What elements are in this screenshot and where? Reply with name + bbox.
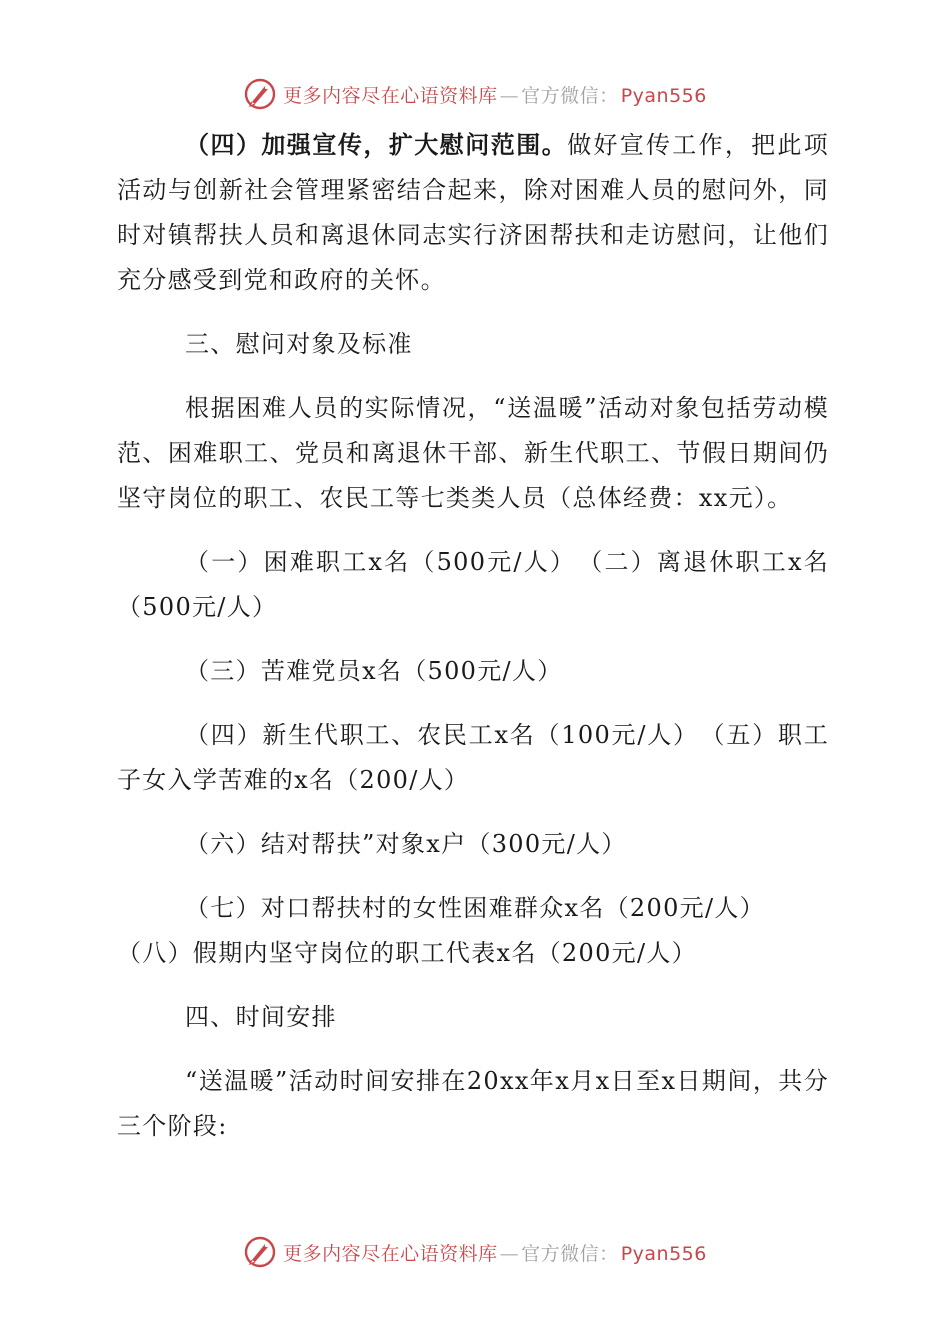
document-body xyxy=(117,122,829,1168)
pen-logo-icon xyxy=(243,77,277,111)
paragraph-bold-lead: （四）加强宣传，扩大慰问范围。 xyxy=(185,130,568,159)
list-item-3: （三）苦难党员x名（500元/人） xyxy=(185,657,563,685)
watermark-text: 更多内容尽在心语资料库 — 官方微信： Pyan556 xyxy=(283,84,707,107)
list-item-7: （七）对口帮扶村的女性困难群众x名（200元/人） xyxy=(185,894,765,922)
list-item-6: （六）结对帮扶”对象x户（300元/人） xyxy=(185,830,627,858)
list-item-1-2: （一）困难职工x名（500元/人） （二）离退休职工x名（500元/人） xyxy=(117,548,829,621)
watermark-header xyxy=(0,74,950,114)
pen-logo-icon xyxy=(243,1235,277,1269)
watermark-footer xyxy=(0,1232,950,1272)
section-heading-targets: 三、慰问对象及标准 xyxy=(185,330,413,358)
watermark-text: 更多内容尽在心语资料库 — 官方微信： Pyan556 xyxy=(283,1242,707,1265)
paragraph-publicity xyxy=(117,122,829,303)
list-item-4-5: （四）新生代职工、农民工x名（100元/人） （五）职工子女入学苦难的x名（200/人） xyxy=(117,721,829,794)
list-item-8: （八）假期内坚守岗位的职工代表x名（200元/人） xyxy=(117,939,697,967)
paragraph-targets: 根据困难人员的实际情况，“送温暖”活动对象包括劳动模范、困难职工、党员和离退休干部、新生代职工、节假日期间仍坚守岗位的职工、农民工等七类类人员（总体经费：xx元）。 xyxy=(117,394,829,512)
section-heading-schedule: 四、时间安排 xyxy=(185,1003,337,1031)
paragraph-schedule: “送温暖”活动时间安排在20xx年x月x日至x日期间，共分三个阶段: xyxy=(117,1067,829,1140)
paragraph-text: 做好宣传工作，把此项活动与创新社会管理紧密结合起来，除对困难人员的慰问外，同时对镇帮扶人员和离退休同志实行济困帮扶和走访慰问，让他们充分感受到党和政府的关怀。 xyxy=(117,131,829,294)
